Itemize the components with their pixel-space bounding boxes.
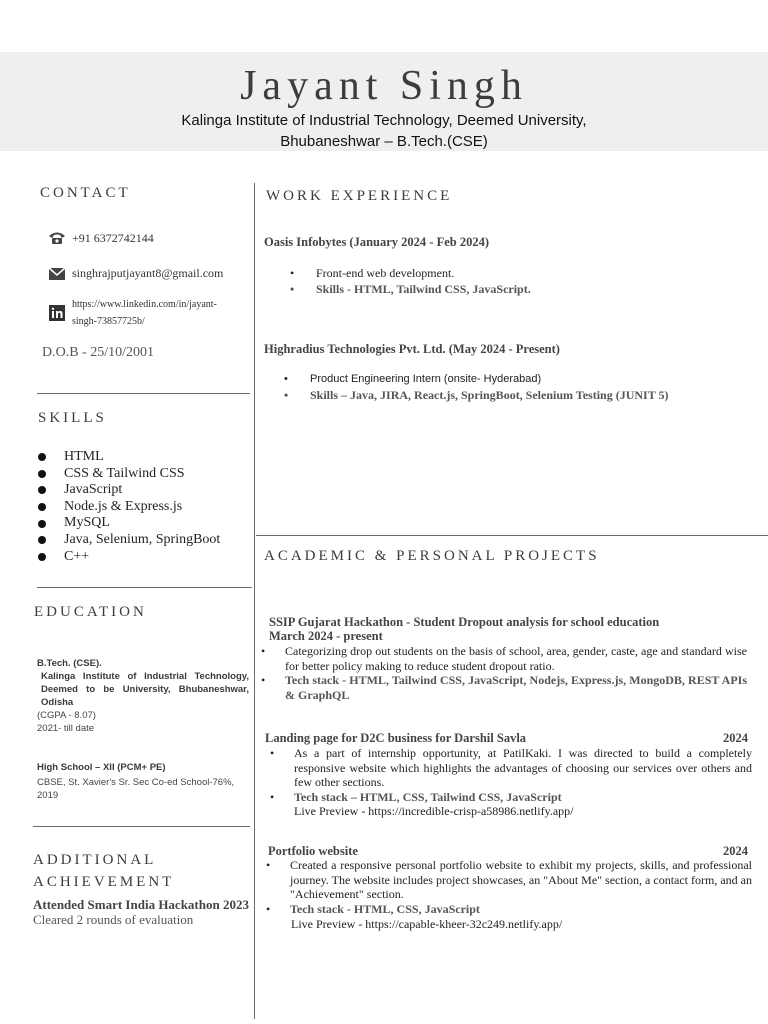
email-row	[46, 266, 223, 281]
skill-item: Java, Selenium, SpringBoot	[38, 532, 220, 549]
project-live-preview[interactable]: Live Preview - https://incredible-crisp-a58986.netlify.app/	[294, 804, 574, 818]
phone-row	[46, 230, 154, 246]
name-heading: Jayant Singh	[240, 63, 528, 109]
skills-title: SKILLS	[38, 410, 107, 426]
job-bullet: • Skills - HTML, Tailwind CSS, JavaScript.	[290, 282, 531, 296]
job-title: Highradius Technologies Pvt. Ltd. (May 2024 - Present)	[264, 342, 560, 356]
education-title: EDUCATION	[34, 604, 147, 620]
project-title: SSIP Gujarat Hackathon - Student Dropout analysis for school education	[269, 615, 660, 629]
degree: B.Tech. (CSE).	[37, 658, 102, 669]
project-bullet: • Tech stack - HTML, CSS, JavaScript	[266, 902, 480, 916]
project-year: 2024	[723, 731, 748, 745]
divider-contact	[37, 393, 250, 394]
project-bullet: • Tech stack – HTML, CSS, Tailwind CSS, JavaScript	[270, 790, 562, 804]
education-school-block	[37, 761, 249, 802]
bullet-icon	[38, 520, 46, 528]
degree-period: 2021- till date	[37, 723, 95, 734]
bullet-icon	[38, 536, 46, 544]
school-detail: CBSE, St. Xavier's Sr. Sec Co-ed School-76%, 2019	[37, 777, 235, 801]
cgpa: (CGPA - 8.07)	[37, 710, 96, 721]
project-year: 2024	[723, 844, 748, 858]
date-of-birth: D.O.B - 25/10/2001	[42, 345, 154, 360]
project-live-preview[interactable]: Live Preview - https://capable-kheer-32c249.netlify.app/	[291, 917, 563, 931]
bullet-icon	[38, 453, 46, 461]
school-title: High School – XII (PCM+ PE)	[37, 762, 166, 773]
project-bullet: • Created a responsive personal portfolio website to exhibit my projects, skills, and professional journey. The website includes project showcases, an "About Me" section, a contact form, and an "Achievement" section.	[266, 858, 752, 901]
job-bullet: • Front-end web development.	[290, 266, 455, 280]
bullet-icon	[38, 553, 46, 561]
project-subtitle: March 2024 - present	[269, 629, 383, 643]
column-divider	[254, 183, 255, 1019]
project-bullet: • Categorizing drop out students on the basis of school, area, gender, caste, age and standard wise for better policy making to reduce student dropout ratio.	[261, 644, 747, 673]
subtitle-line-1: Kalinga Institute of Industrial Technology, Deemed University,	[181, 112, 587, 129]
project-bullet: • Tech stack - HTML, Tailwind CSS, JavaScript, Nodejs, Express.js, MongoDB, REST APIs & GraphQL	[261, 673, 747, 702]
achievement-title: ADDITIONAL ACHIEVEMENT	[33, 852, 175, 890]
email-address[interactable]: singhrajputjayant8@gmail.com	[72, 266, 224, 280]
skill-item: JavaScript	[38, 482, 220, 499]
bullet-icon	[38, 503, 46, 511]
bullet-icon	[38, 486, 46, 494]
linkedin-url-line-2: singh-73857725b/	[72, 316, 145, 327]
achievement-description: Cleared 2 rounds of evaluation	[33, 912, 194, 927]
skills-list	[38, 449, 220, 565]
linkedin-row	[46, 296, 217, 330]
subtitle-line-2: Bhubaneshwar – B.Tech.(CSE)	[280, 133, 488, 150]
skill-item: Node.js & Express.js	[38, 499, 220, 516]
mail-icon	[46, 267, 68, 281]
divider-skills	[37, 587, 252, 588]
work-title: WORK EXPERIENCE	[266, 188, 453, 204]
education-degree-block	[37, 657, 249, 735]
bullet-icon	[38, 470, 46, 478]
contact-title: CONTACT	[40, 185, 131, 201]
skill-item: C++	[38, 549, 220, 566]
skill-item: MySQL	[38, 515, 220, 532]
subtitle	[0, 110, 768, 152]
job-title: Oasis Infobytes (January 2024 - Feb 2024)	[264, 235, 490, 249]
linkedin-icon	[46, 305, 68, 321]
linkedin-url-line-1: https://www.linkedin.com/in/jayant-	[72, 299, 217, 310]
skill-item: CSS & Tailwind CSS	[38, 466, 220, 483]
institute: Kalinga Institute of Industrial Technology, Deemed to be University, Bhubaneshwar, Odisha	[41, 671, 249, 708]
skill-item: HTML	[38, 449, 220, 466]
projects-title: ACADEMIC & PERSONAL PROJECTS	[264, 548, 600, 564]
project-title: Portfolio website	[268, 844, 358, 858]
project-bullet: • As a part of internship opportunity, at PatilKaki. I was directed to build a completely responsive website which highlights the advantages of choosing our services over others and few other sections.	[270, 746, 752, 789]
linkedin-url[interactable]	[72, 296, 217, 330]
phone-number[interactable]: +91 6372742144	[72, 230, 154, 245]
header-banner	[0, 52, 768, 151]
job-bullet: • Skills – Java, JIRA, React.js, SpringBoot, Selenium Testing (JUNIT 5)	[284, 388, 669, 402]
achievement-heading: Attended Smart India Hackathon 2023	[33, 897, 249, 912]
project-title: Landing page for D2C business for Darshil Savla	[265, 731, 527, 745]
divider-education	[33, 826, 250, 827]
phone-icon	[46, 230, 68, 246]
divider-work	[256, 535, 768, 536]
job-bullet: • Product Engineering Intern (onsite- Hyderabad)	[284, 373, 542, 385]
